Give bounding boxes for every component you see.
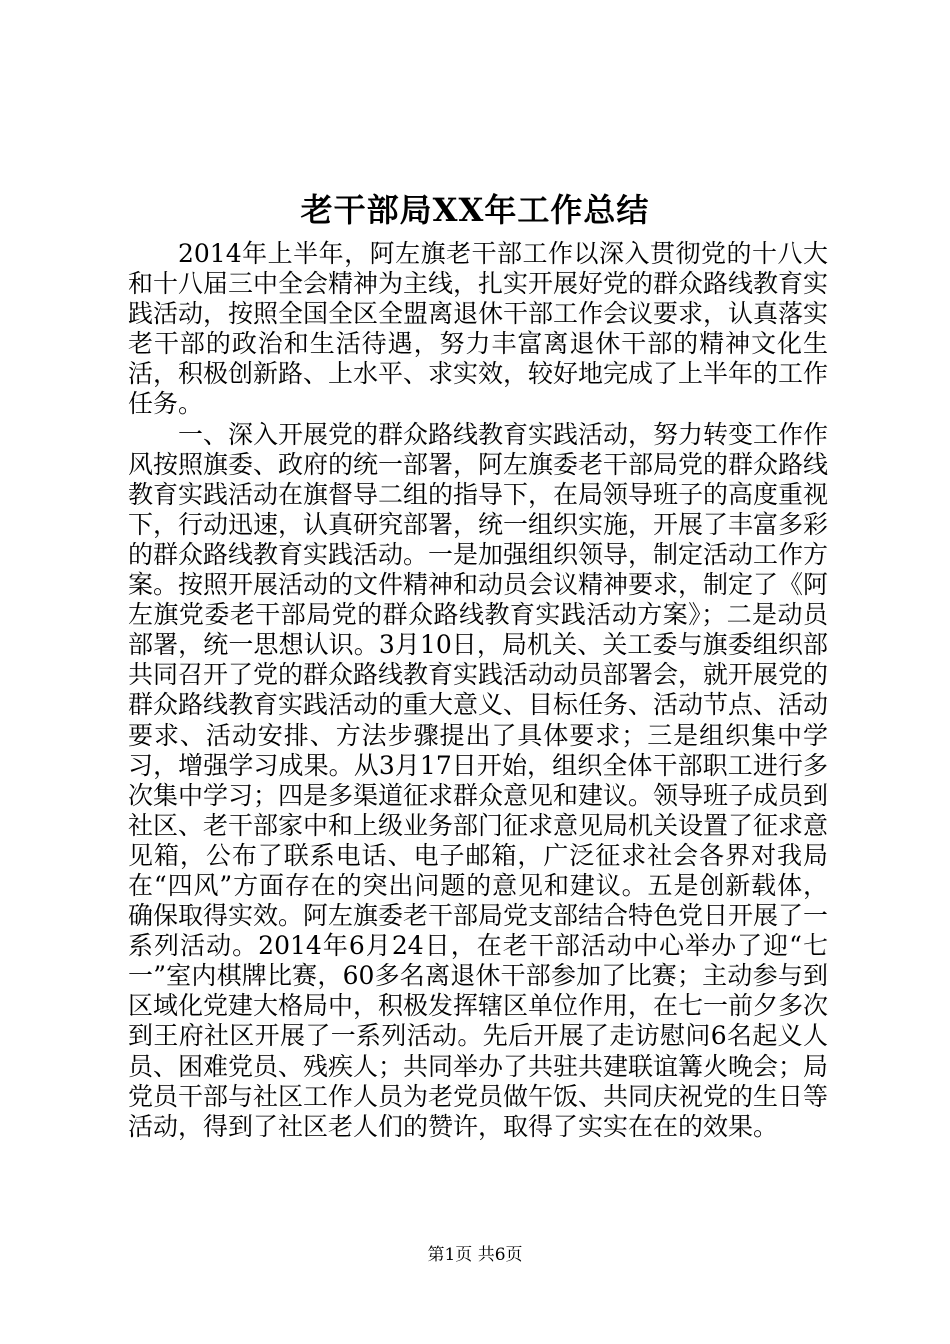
document-body <box>128 239 828 1142</box>
page-number-footer: 第1页 共6页 <box>427 1245 523 1265</box>
document-title: 老干部局XX年工作总结 <box>300 191 650 229</box>
paragraph-section-one: 一、深入开展党的群众路线教育实践活动，努力转变工作作风按照旗委、政府的统一部署，阿左旗委老干部局党的群众路线教育实践活动在旗督导二组的指导下，在局领导班子的高度重视下，行动迅速，认真研究部署，统一组织实施，开展了丰富多彩的群众路线教育实践活动。一是加强组织领导，制定活动工作方案。按照开展活动的文件精神和动员会议精神要求，制定了《阿左旗党委老干部局党的群众路线教育实践活动方案》；二是动员部署，统一思想认识。3月10日，局机关、关工委与旗委组织部共同召开了党的群众路线教育实践活动动员部署会，就开展党的群众路线教育实践活动的重大意义、目标任务、活动节点、活动要求、活动安排、方法步骤提出了具体要求；三是组织集中学习，增强学习成果。从3月17日开始，组织全体干部职工进行多次集中学习；四是多渠道征求群众意见和建议。领导班子成员到社区、老干部家中和上级业务部门征求意见局机关设置了征求意见箱，公布了联系电话、电子邮箱，广泛征求社会各界对我局在“四风”方面存在的突出问题的意见和建议。五是创新载体，确保取得实效。阿左旗委老干部局党支部结合特色党日开展了一系列活动。2014年6月24日，在老干部活动中心举办了迎“七一”室内棋牌比赛，60多名离退休干部参加了比赛；主动参与到区域化党建大格局中，积极发挥辖区单位作用，在七一前夕多次到王府社区开展了一系列活动。先后开展了走访慰问6名起义人员、困难党员、残疾人；共同举办了共驻共建联谊篝火晚会；局党员干部与社区工作人员为老党员做午饭、共同庆祝党的生日等活动，得到了社区老人们的赞许，取得了实实在在的效果。 <box>128 419 829 1141</box>
paragraph-intro: 2014年上半年，阿左旗老干部工作以深入贯彻党的十八大和十八届三中全会精神为主线，扎实开展好党的群众路线教育实践活动，按照全国全区全盟离退休干部工作会议要求，认真落实老干部的政治和生活待遇，努力丰富离退休干部的精神文化生活，积极创新路、上水平、求实效，较好地完成了上半年的工作任务。 <box>128 239 829 419</box>
